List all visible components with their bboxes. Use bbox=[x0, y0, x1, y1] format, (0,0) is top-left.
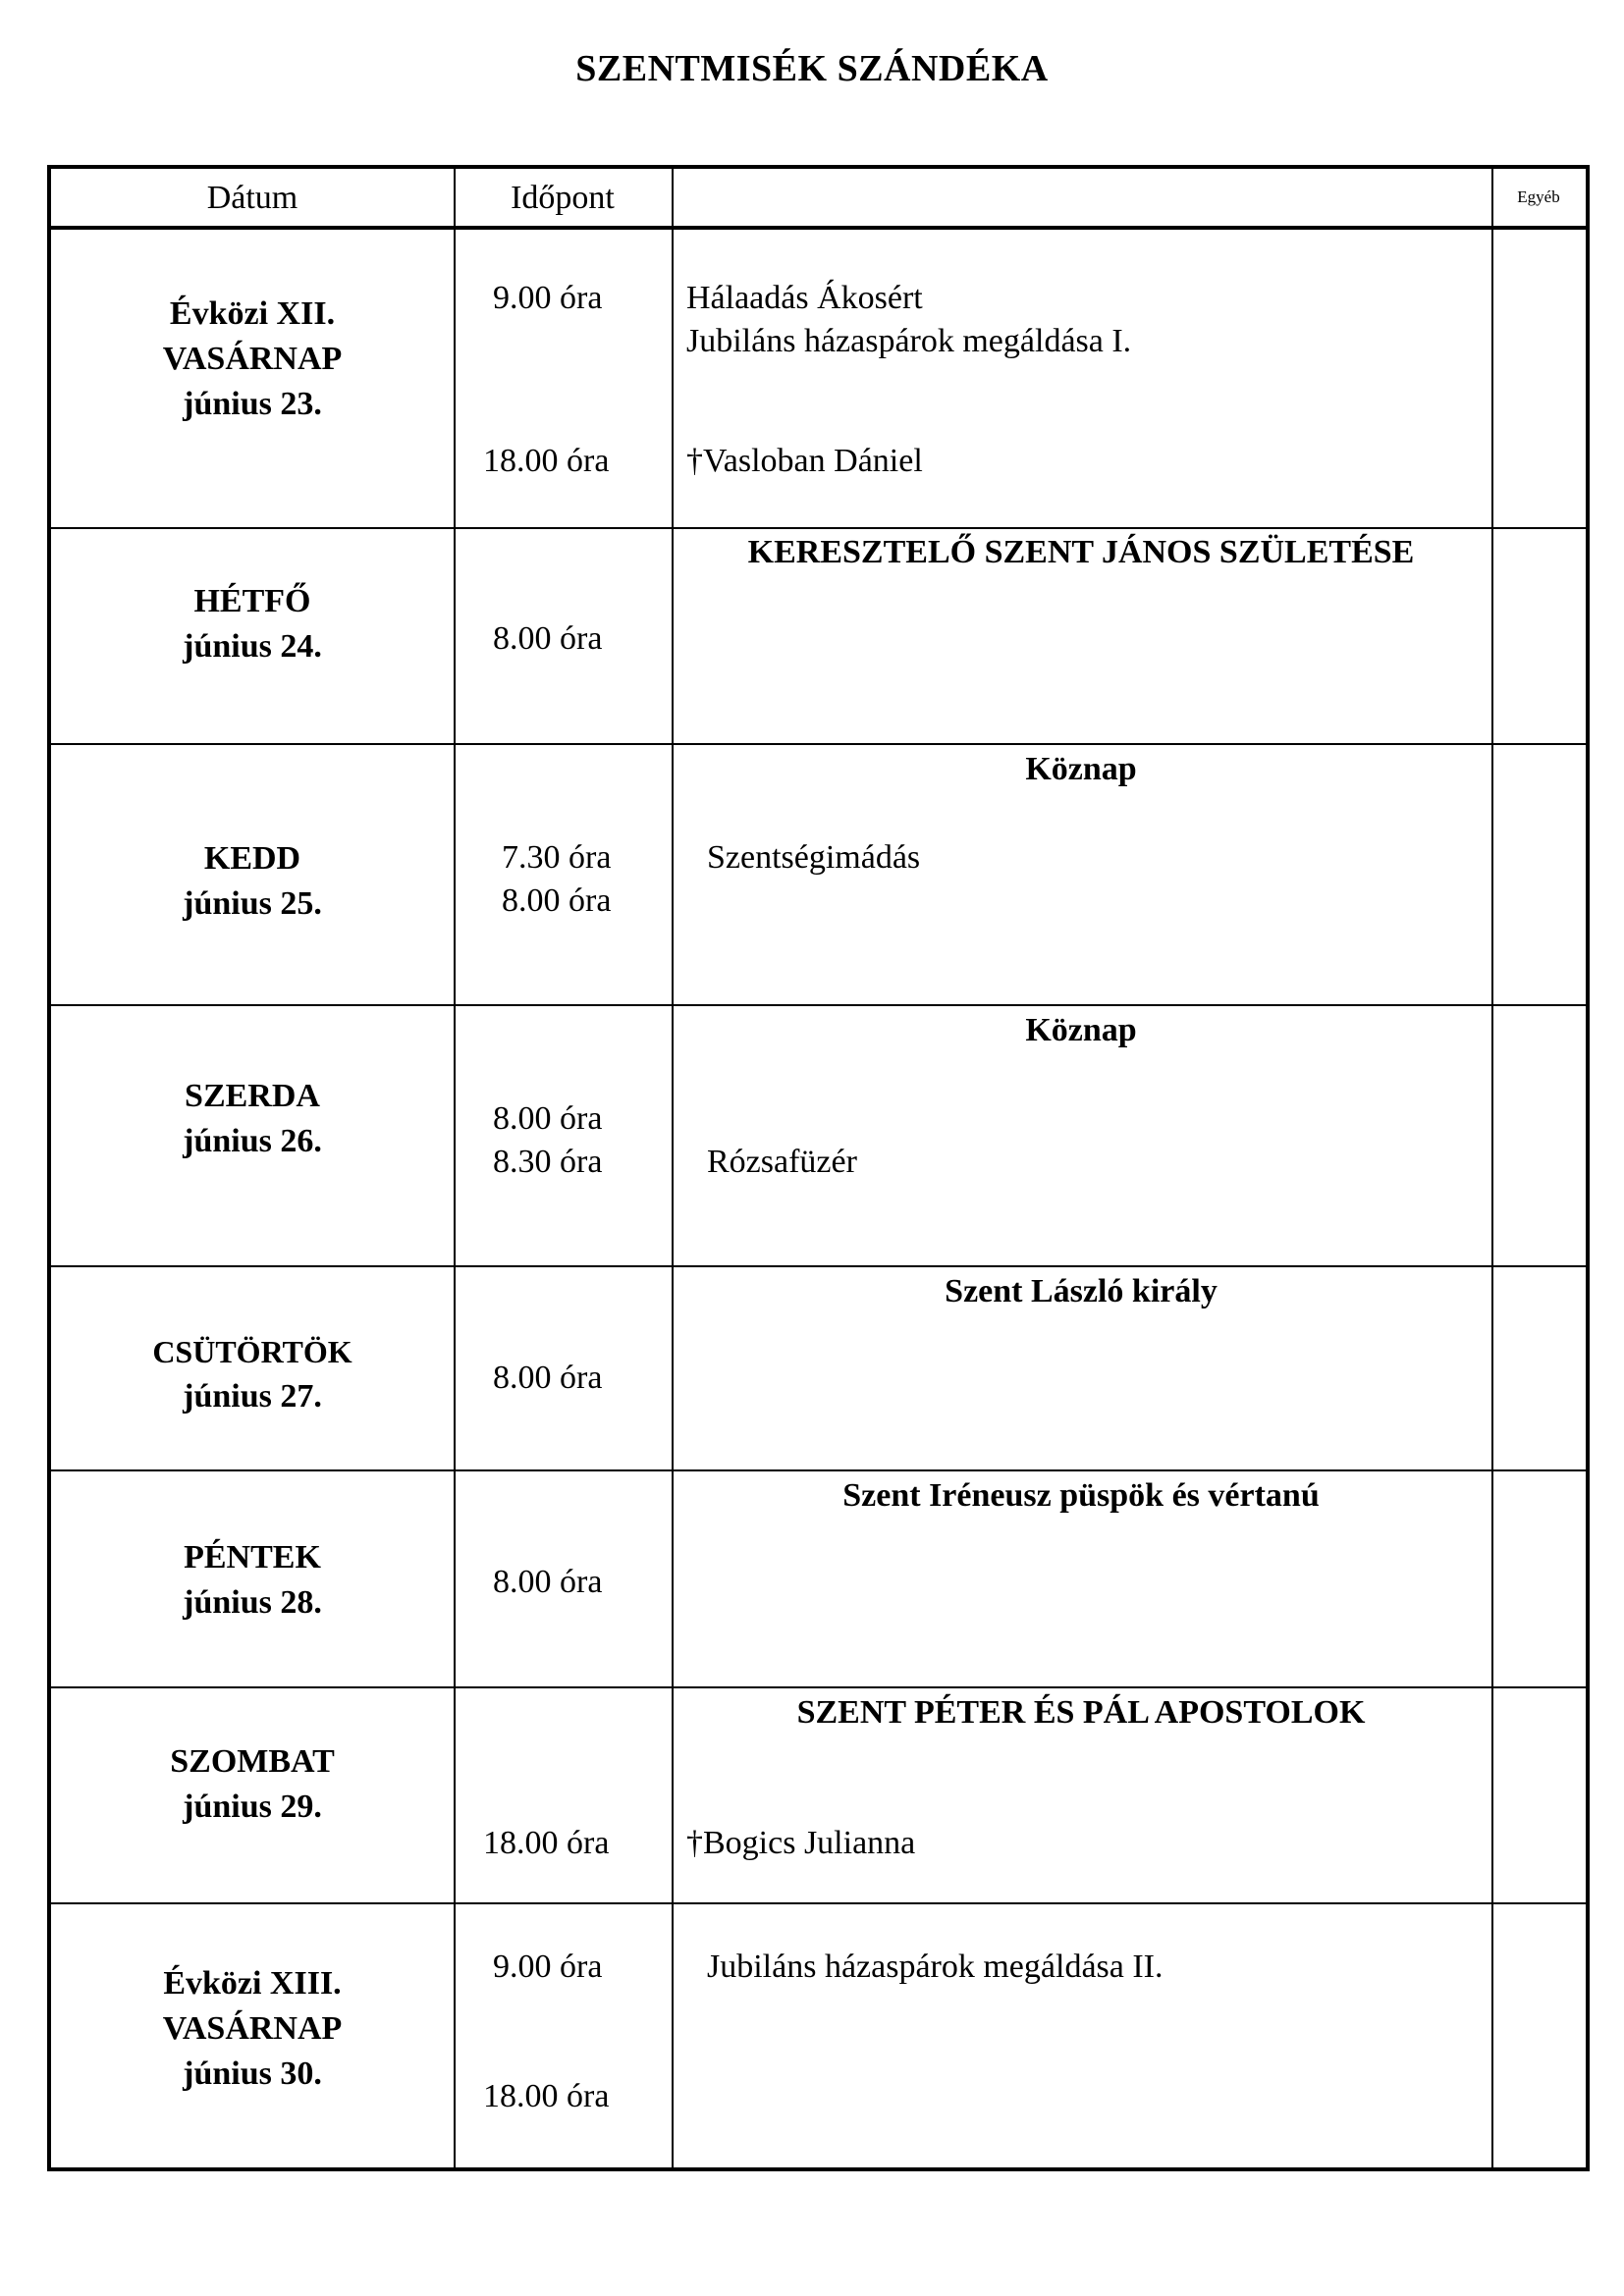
feast-title: Szent Iréneusz püspök és vértanú bbox=[842, 1477, 1320, 1514]
day-label: Évközi XIII. bbox=[163, 1965, 342, 2002]
mass-time: 18.00 óra bbox=[483, 1825, 610, 1861]
mass-time: 8.00 óra bbox=[493, 1564, 603, 1600]
header-other: Egyéb bbox=[1517, 187, 1560, 206]
mass-intention: Rózsafüzér bbox=[707, 1144, 857, 1180]
row-divider bbox=[51, 1265, 1586, 1267]
day-label: PÉNTEK bbox=[184, 1539, 321, 1575]
mass-time: 8.00 óra bbox=[502, 882, 612, 919]
mass-intention: Hálaadás Ákosért bbox=[686, 280, 923, 316]
date-label: június 24. bbox=[183, 628, 322, 665]
mass-intention: Szentségimádás bbox=[707, 839, 921, 876]
date-label: június 25. bbox=[183, 885, 322, 922]
mass-time: 18.00 óra bbox=[483, 443, 610, 479]
date-label: június 30. bbox=[183, 2056, 322, 2092]
day-label: VASÁRNAP bbox=[162, 2010, 343, 2047]
feast-title: Köznap bbox=[1025, 1012, 1137, 1048]
mass-time: 8.00 óra bbox=[493, 1360, 603, 1396]
date-cell bbox=[51, 1535, 454, 1626]
row-divider bbox=[51, 1469, 1586, 1471]
date-cell bbox=[51, 836, 454, 927]
date-cell bbox=[51, 1739, 454, 1830]
day-label: Évközi XII. bbox=[169, 295, 336, 332]
mass-time: 9.00 óra bbox=[493, 280, 603, 316]
mass-intentions-table bbox=[47, 165, 1590, 2171]
feast-title: SZENT PÉTER ÉS PÁL APOSTOLOK bbox=[796, 1694, 1366, 1731]
day-label: VASÁRNAP bbox=[162, 341, 343, 377]
mass-time: 9.00 óra bbox=[493, 1949, 603, 1985]
column-divider bbox=[672, 169, 674, 2167]
row-divider bbox=[51, 1686, 1586, 1688]
header-time: Időpont bbox=[511, 180, 615, 216]
mass-intention: Jubiláns házaspárok megáldása II. bbox=[707, 1949, 1164, 1985]
header-date: Dátum bbox=[206, 180, 298, 216]
mass-time: 8.00 óra bbox=[493, 620, 603, 657]
mass-intention: †Bogics Julianna bbox=[686, 1825, 916, 1861]
row-divider bbox=[51, 743, 1586, 745]
date-label: június 29. bbox=[183, 1789, 322, 1825]
feast-title: KERESZTELŐ SZENT JÁNOS SZÜLETÉSE bbox=[747, 534, 1415, 570]
row-divider bbox=[51, 527, 1586, 529]
mass-time: 7.30 óra bbox=[502, 839, 612, 876]
column-divider bbox=[1491, 169, 1493, 2167]
mass-time: 8.30 óra bbox=[493, 1144, 603, 1180]
mass-intention: †Vasloban Dániel bbox=[686, 443, 923, 479]
header-intention bbox=[672, 169, 1491, 228]
mass-time: 8.00 óra bbox=[493, 1100, 603, 1137]
day-label: HÉTFŐ bbox=[193, 583, 311, 619]
date-label: június 28. bbox=[183, 1584, 322, 1621]
date-cell bbox=[51, 1074, 454, 1164]
date-label: június 26. bbox=[183, 1123, 322, 1159]
date-cell bbox=[51, 292, 454, 427]
date-label: június 23. bbox=[183, 386, 322, 422]
row-divider bbox=[51, 1902, 1586, 1904]
column-divider bbox=[454, 169, 456, 2167]
date-cell bbox=[51, 1961, 454, 2097]
day-label: SZOMBAT bbox=[170, 1743, 335, 1780]
day-label: SZERDA bbox=[185, 1078, 320, 1114]
date-cell bbox=[51, 579, 454, 669]
date-label: június 27. bbox=[183, 1378, 322, 1415]
page-title: SZENTMISÉK SZÁNDÉKA bbox=[575, 48, 1049, 89]
mass-time: 18.00 óra bbox=[483, 2078, 610, 2114]
feast-title: Szent László király bbox=[945, 1273, 1218, 1309]
feast-title: Köznap bbox=[1025, 751, 1137, 787]
row-divider bbox=[51, 1004, 1586, 1006]
date-cell bbox=[51, 1329, 454, 1419]
mass-intention: Jubiláns házaspárok megáldása I. bbox=[686, 323, 1132, 359]
day-label: KEDD bbox=[203, 840, 301, 877]
day-label: CSÜTÖRTÖK bbox=[152, 1334, 352, 1369]
header-divider bbox=[51, 226, 1586, 230]
